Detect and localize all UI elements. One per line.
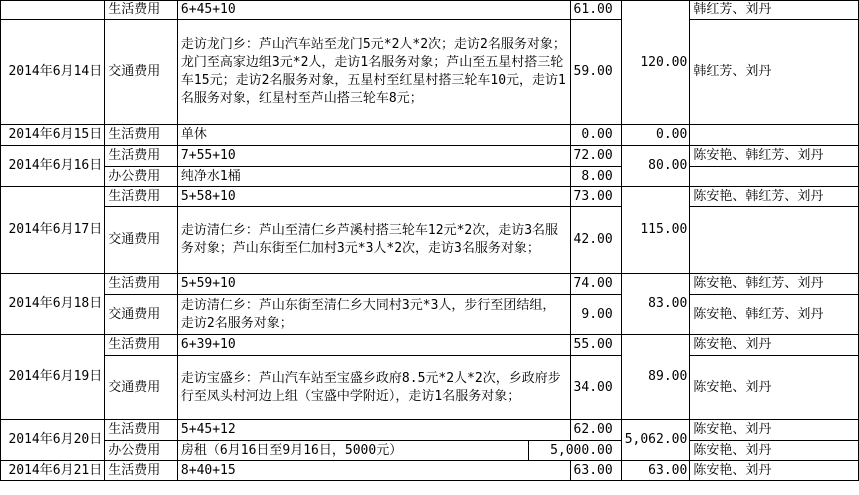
people-cell: 韩红芳、刘丹: [690, 1, 859, 20]
daily-total-cell: 80.00: [621, 146, 690, 187]
date-cell: 2014年6月19日: [1, 335, 105, 420]
description-cell: 走访宝盛乡：芦山汽车站至宝盛乡政府8.5元*2人*2次，乡政府步行至凤头村河边上组（宝盛中学附近），走访1名服务对象；: [177, 356, 570, 420]
date-cell: 2014年6月20日: [1, 420, 105, 461]
category-cell: 生活费用: [105, 335, 178, 356]
description-cell: 纯净水1桶: [177, 167, 570, 187]
amount-cell: 9.00: [570, 295, 621, 335]
category-cell: 交通费用: [105, 20, 178, 125]
description-cell: 房租（6月16日至9月16日，5000元）: [177, 441, 528, 461]
amount-cell: 0.00: [570, 125, 621, 146]
category-cell: 办公费用: [105, 441, 178, 461]
amount-cell: 74.00: [570, 274, 621, 295]
description-cell: 6+45+10: [177, 1, 570, 20]
table-row: [1, 335, 859, 356]
daily-total-cell: 83.00: [621, 274, 690, 335]
description-cell: 走访龙门乡：芦山汽车站至龙门5元*2人*2次；走访2名服务对象；龙门至高家边组3元*2人，走访1名服务对象；芦山至五星村搭三轮车15元；走访2名服务对象，五星村至红星村搭三轮车10元，走访1名服务对象，红星村至芦山搭三轮车8元；: [177, 20, 570, 125]
amount-cell: 62.00: [570, 420, 621, 441]
table-row: [1, 125, 859, 146]
amount-cell: 34.00: [570, 356, 621, 420]
daily-total-cell: 115.00: [621, 187, 690, 274]
date-cell: 2014年6月14日: [1, 20, 105, 125]
amount-cell: 61.00: [570, 1, 621, 20]
amount-cell: 55.00: [570, 335, 621, 356]
people-cell: [690, 167, 859, 187]
people-cell: 陈安艳、刘丹: [690, 356, 859, 420]
table-row: [1, 20, 859, 125]
table-row: [1, 187, 859, 207]
table-row: [1, 207, 859, 274]
category-cell: 生活费用: [105, 125, 178, 146]
description-cell: 7+55+10: [177, 146, 570, 167]
daily-total-cell: 89.00: [621, 335, 690, 420]
people-cell: 陈安艳、刘丹: [690, 335, 859, 356]
table-row: [1, 274, 859, 295]
category-cell: 生活费用: [105, 187, 178, 207]
description-cell: 8+40+15: [177, 461, 570, 481]
daily-total-cell: 5,062.00: [621, 420, 690, 461]
description-cell: 走访清仁乡：芦山东街至清仁乡大同村3元*3人，步行至团结组，走访2名服务对象；: [177, 295, 570, 335]
date-cell: 2014年6月15日: [1, 125, 105, 146]
description-cell: 单休: [177, 125, 570, 146]
people-cell: 陈安艳、刘丹: [690, 420, 859, 441]
table-row: [1, 167, 859, 187]
amount-cell: 63.00: [570, 461, 621, 481]
table-row: [1, 146, 859, 167]
people-cell: 陈安艳、韩红芳、刘丹: [690, 146, 859, 167]
description-cell: 5+58+10: [177, 187, 570, 207]
amount-cell: 59.00: [570, 20, 621, 125]
description-cell: 走访清仁乡：芦山至清仁乡芦溪村搭三轮车12元*2次，走访3名服务对象；芦山东街至仁加村3元*3人*2次，走访3名服务对象；: [177, 207, 570, 274]
category-cell: 交通费用: [105, 356, 178, 420]
category-cell: 生活费用: [105, 146, 178, 167]
table-row: [1, 461, 859, 481]
people-cell: 韩红芳、刘丹: [690, 20, 859, 125]
amount-cell: 73.00: [570, 187, 621, 207]
people-cell: 陈安艳、刘丹: [690, 441, 859, 461]
description-cell: 6+39+10: [177, 335, 570, 356]
category-cell: 生活费用: [105, 461, 178, 481]
category-cell: 交通费用: [105, 295, 178, 335]
daily-total-cell: 120.00: [621, 1, 690, 125]
date-cell: 2014年6月16日: [1, 146, 105, 187]
category-cell: 生活费用: [105, 1, 178, 20]
table-row: [1, 420, 859, 441]
people-cell: 陈安艳、韩红芳、刘丹: [690, 274, 859, 295]
date-cell: 2014年6月18日: [1, 274, 105, 335]
amount-cell: 42.00: [570, 207, 621, 274]
category-cell: 生活费用: [105, 420, 178, 441]
daily-total-cell: 63.00: [621, 461, 690, 481]
table-row: [1, 1, 859, 20]
date-cell: [1, 1, 105, 20]
table-row: [1, 356, 859, 420]
category-cell: 办公费用: [105, 167, 178, 187]
table-row: [1, 441, 859, 461]
daily-total-cell: 0.00: [621, 125, 690, 146]
people-cell: 陈安艳、韩红芳、刘丹: [690, 187, 859, 207]
category-cell: 交通费用: [105, 207, 178, 274]
table-row: [1, 295, 859, 335]
people-cell: [690, 207, 859, 274]
description-cell: 5+45+12: [177, 420, 570, 441]
description-cell: 5+59+10: [177, 274, 570, 295]
date-cell: 2014年6月21日: [1, 461, 105, 481]
people-cell: 陈安艳、韩红芳、刘丹: [690, 295, 859, 335]
people-cell: 陈安艳、刘丹: [690, 461, 859, 481]
people-cell: [690, 125, 859, 146]
amount-cell: 8.00: [570, 167, 621, 187]
category-cell: 生活费用: [105, 274, 178, 295]
date-cell: 2014年6月17日: [1, 187, 105, 274]
amount-cell: 5,000.00: [528, 441, 621, 461]
amount-cell: 72.00: [570, 146, 621, 167]
